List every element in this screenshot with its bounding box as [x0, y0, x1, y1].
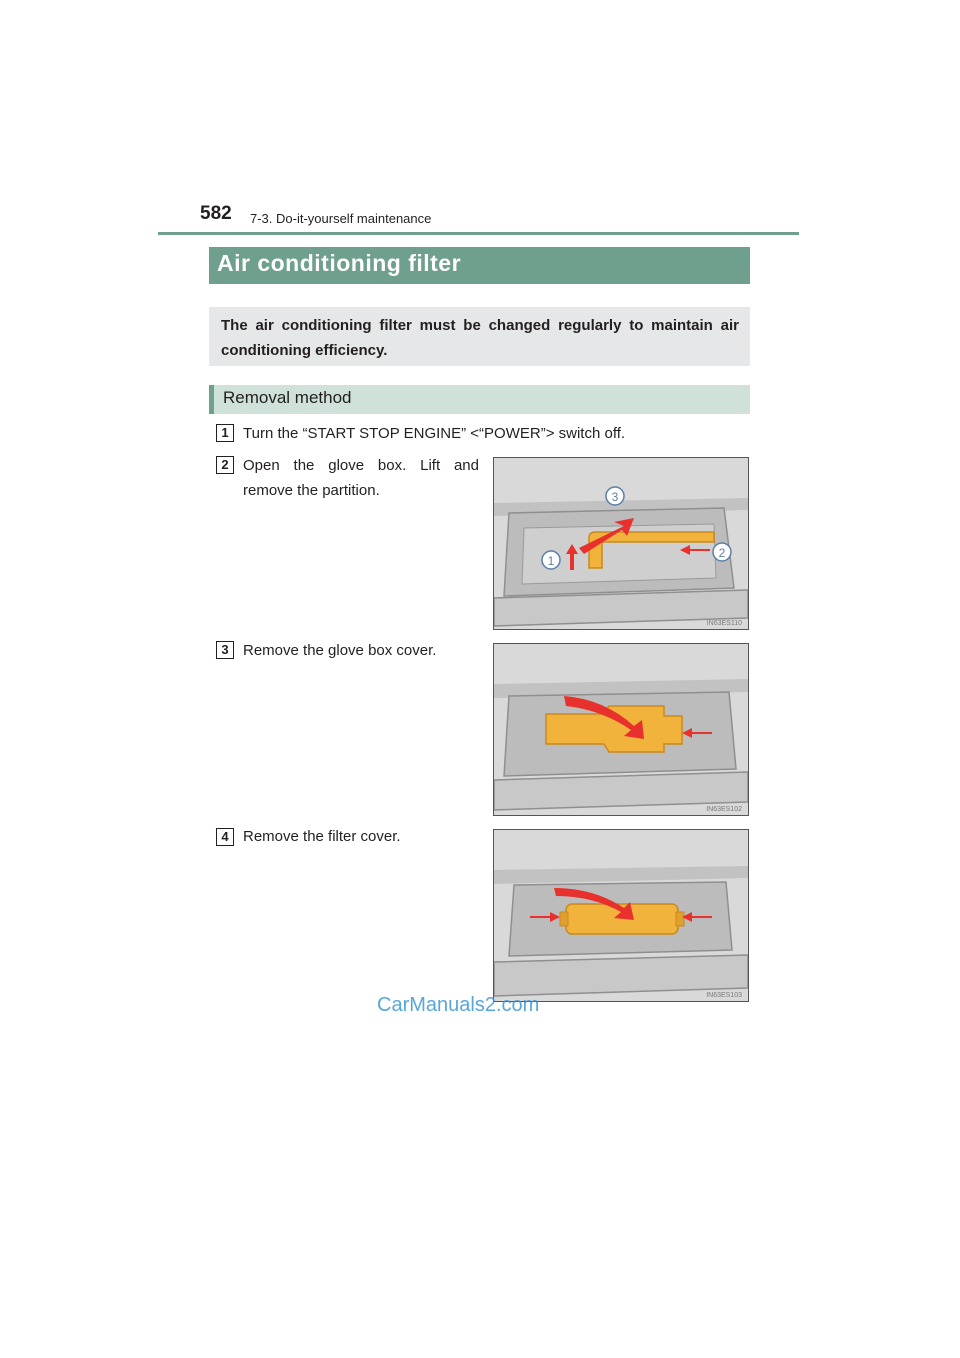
step-text-1: Turn the “START STOP ENGINE” <“POWER”> switch off. [243, 425, 626, 442]
figure-callout-2: 2 [718, 546, 726, 560]
step-text-3: Remove the glove box cover. [243, 642, 437, 659]
title-bar [209, 247, 750, 284]
intro-text: The air conditioning filter must be changed regularly to maintain air conditioning efficiency. [221, 317, 739, 359]
figure-code-4: IN63ES103 [706, 992, 742, 999]
watermark-link[interactable]: CarManuals2.com [377, 994, 540, 1016]
figure-code-2: IN63ES110 [706, 620, 742, 627]
page-title: Air conditioning filter [217, 250, 462, 276]
step-text-4: Remove the filter cover. [243, 828, 401, 845]
subheading-accent [209, 385, 214, 414]
page-number: 582 [200, 203, 232, 224]
figure-remove-partition [493, 457, 749, 630]
header-divider [158, 232, 799, 235]
figure-callout-3: 3 [611, 490, 619, 504]
figure-code-3: IN63ES102 [706, 806, 742, 813]
section-subheading [209, 385, 750, 414]
figure-remove-filter-cover [493, 829, 749, 1002]
subheading-text: Removal method [223, 388, 352, 407]
step-text-2: Open the glove box. Lift and remove the partition. [243, 457, 479, 499]
step-number-3: 3 [216, 641, 234, 659]
step-number-4: 4 [216, 828, 234, 846]
step-number-2: 2 [216, 456, 234, 474]
section-reference: 7-3. Do-it-yourself maintenance [250, 211, 432, 226]
figure-callout-1: 1 [547, 554, 555, 568]
step-number-1: 1 [216, 424, 234, 442]
intro-box [209, 307, 750, 366]
figure-remove-glove-box-cover [493, 643, 749, 816]
